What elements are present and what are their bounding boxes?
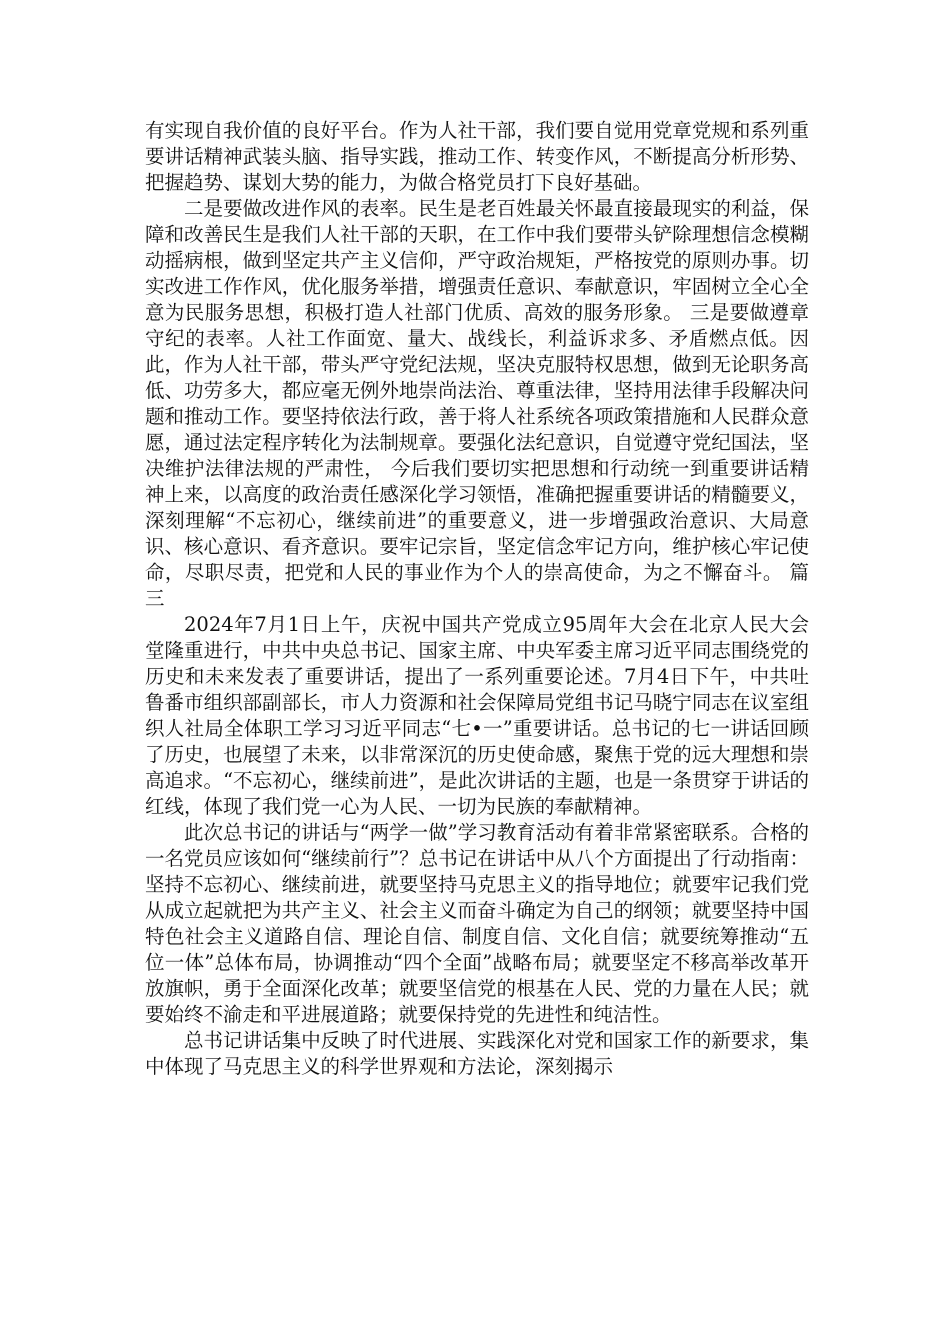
document-body: [145, 118, 809, 1080]
paragraph-4: 此次总书记的讲话与“两学一做”学习教育活动有着非常紧密联系。合格的一名党员应该如何“继续前行”？总书记在讲话中从八个方面提出了行动指南：坚持不忘初心、继续前进，就要坚持马克思主义的指导地位；就要牢记我们党从成立起就把为共产主义、社会主义而奋斗确定为自己的纲领；就要坚持中国特色社会主义道路自信、理论自信、制度自信、文化自信；就要统筹推动“五位一体”总体布局，协调推动“四个全面”战略布局；就要坚定不移高举改革开放旗帜，勇于全面深化改革；就要坚信党的根基在人民、党的力量在人民；就要始终不渝走和平进展道路；就要保持党的先进性和纯洁性。: [145, 821, 809, 1026]
paragraph-2: 二是要做改进作风的表率。民生是老百姓最关怀最直接最现实的利益，保障和改善民生是我们人社干部的天职，在工作中我们要带头铲除理想信念模糊动摇病根，做到坚定共产主义信仰，严守政治规矩，严格按党的原则办事。切实改进工作作风，优化服务举措，增强责任意识、奉献意识，牢固树立全心全意为民服务思想，积极打造人社部门优质、高效的服务形象。 三是要做遵章守纪的表率。人社工作面宽、量大、战线长，利益诉求多、矛盾燃点低。因此，作为人社干部，带头严守党纪法规，坚决克服特权思想，做到无论职务高低、功劳多大，都应毫无例外地崇尚法治、尊重法律，坚持用法律手段解决问题和推动工作。要坚持依法行政，善于将人社系统各项政策措施和人民群众意愿，通过法定程序转化为法制规章。要强化法纪意识，自觉遵守党纪国法，坚决维护法律法规的严肃性， 今后我们要切实把思想和行动统一到重要讲话精神上来，以高度的政治责任感深化学习领悟，准确把握重要讲话的精髓要义，深刻理解“不忘初心，继续前进”的重要意义，进一步增强政治意识、大局意识、核心意识、看齐意识。要牢记宗旨，坚定信念牢记方向，维护核心牢记使命，尽职尽责，把党和人民的事业作为个人的崇高使命，为之不懈奋斗。 篇三: [145, 197, 809, 610]
paragraph-3: 2024年7月1日上午，庆祝中国共产党成立95周年大会在北京人民大会堂隆重进行，中共中央总书记、国家主席、中央军委主席习近平同志围绕党的历史和未来发表了重要讲话，提出了一系列重要论述。7月4日下午，中共吐鲁番市组织部副部长，市人力资源和社会保障局党组书记马晓宁同志在议室组织人社局全体职工学习习近平同志“七•一”重要讲话。总书记的七一讲话回顾了历史，也展望了未来，以非常深沉的历史使命感，聚焦于党的远大理想和崇高追求。“不忘初心，继续前进”，是此次讲话的主题，也是一条贯穿于讲话的红线，体现了我们党一心为人民、一切为民族的奉献精神。: [145, 613, 809, 818]
paragraph-1: 有实现自我价值的良好平台。作为人社干部，我们要自觉用党章党规和系列重要讲话精神武装头脑、指导实践，推动工作、转变作风，不断提高分析形势、把握趋势、谋划大势的能力，为做合格党员打下良好基础。: [145, 119, 809, 194]
paragraph-5: 总书记讲话集中反映了时代进展、实践深化对党和国家工作的新要求，集中体现了马克思主义的科学世界观和方法论，深刻揭示: [145, 1029, 809, 1078]
